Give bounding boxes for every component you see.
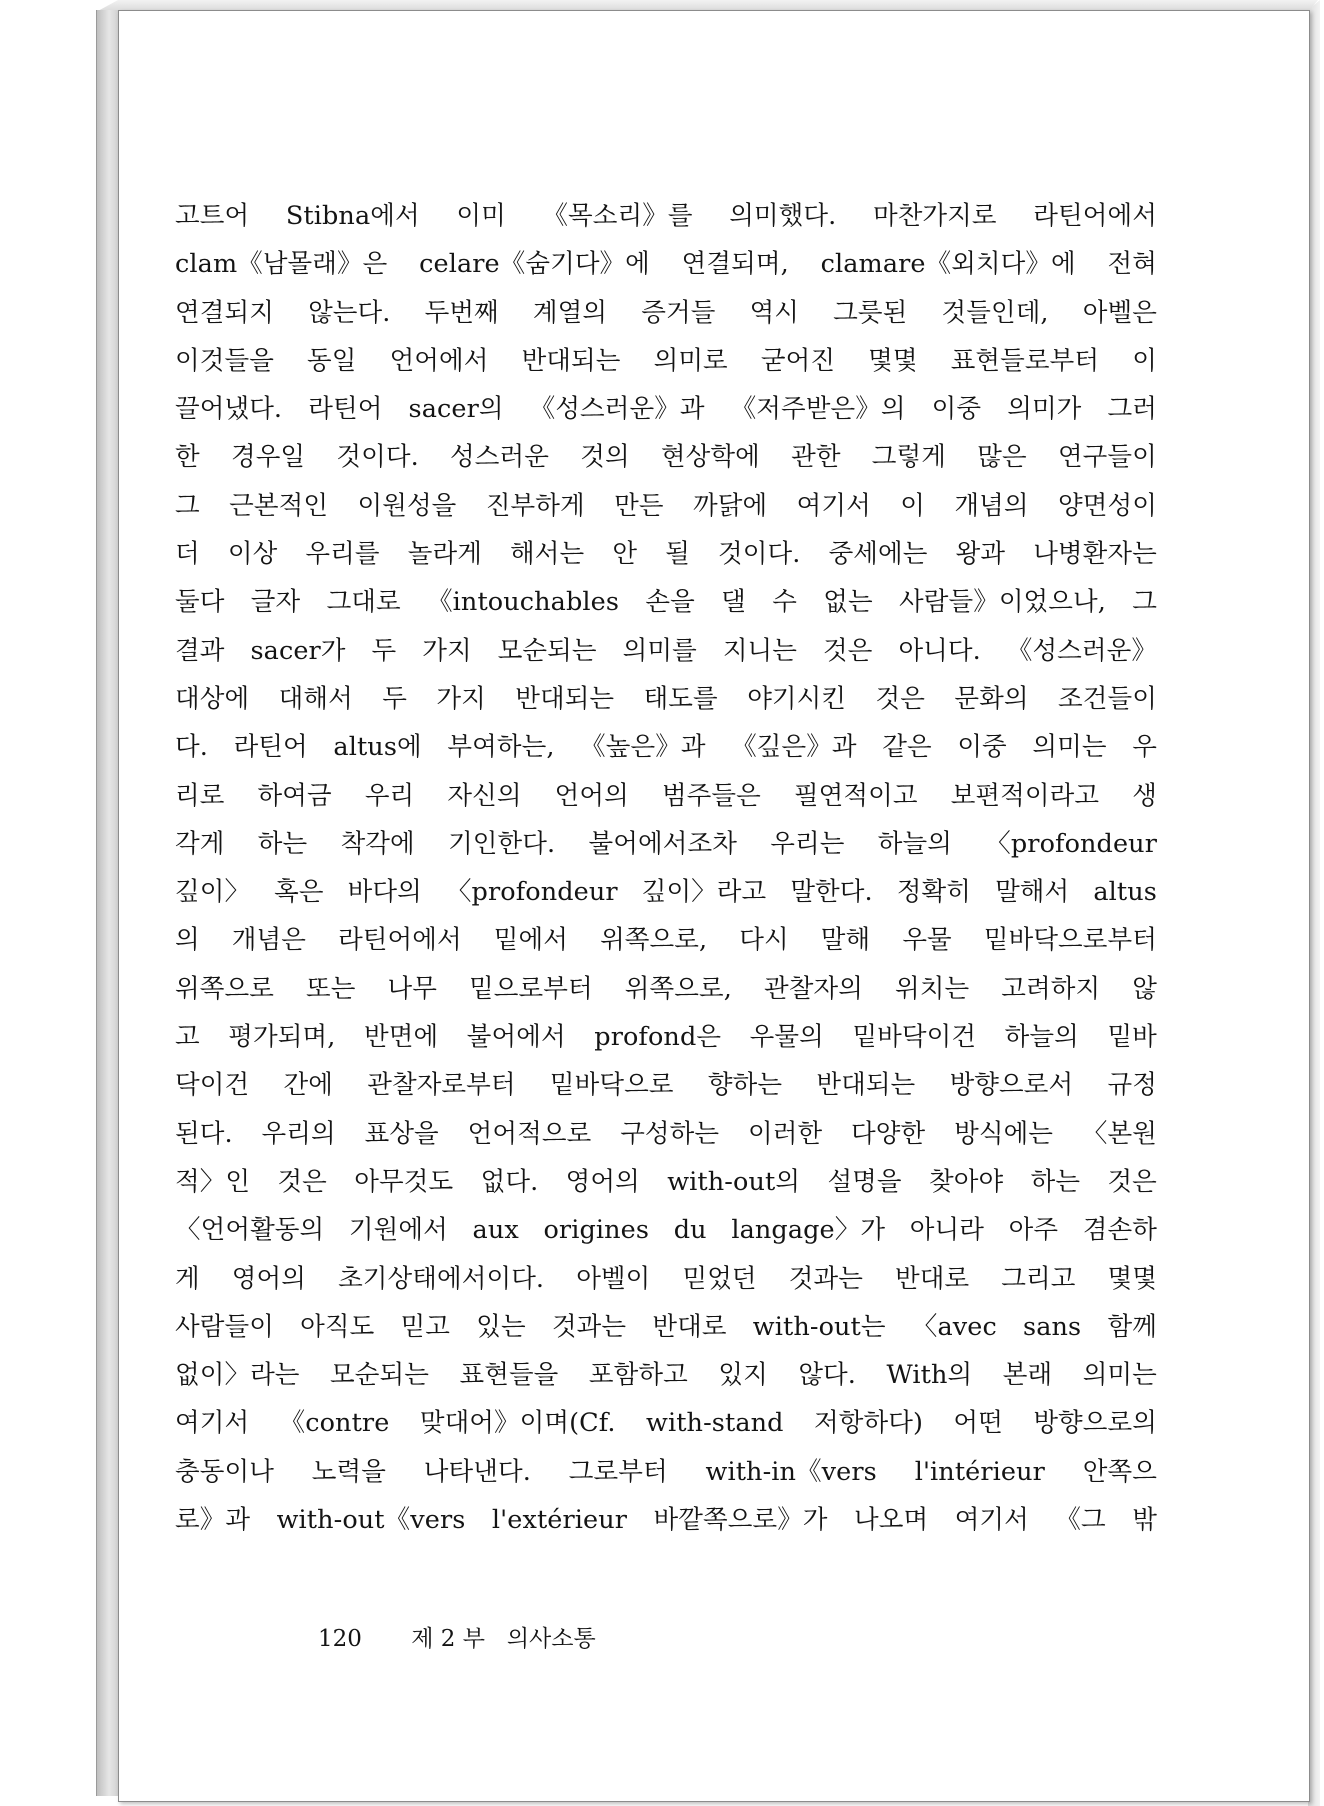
text-line [175,1206,1157,1254]
word: aux [472,1215,519,1246]
word: sacer의 [408,394,504,425]
word: 방식에는 [954,1118,1054,1149]
text-line [175,723,1157,771]
word: 본래 [1002,1360,1053,1391]
word: with-out《vers [276,1505,466,1536]
word: 손을 [645,587,695,618]
word: 관한 [791,442,841,473]
word: 《높은》과 [580,732,706,763]
word: 아벨은 [1082,297,1157,328]
word: 로》과 [175,1505,251,1536]
word: 끌어냈다. [175,394,283,425]
word: 반면에 [364,1022,439,1053]
word: 우물의 [749,1022,824,1053]
word: sans [1023,1311,1082,1342]
text-line [175,1255,1157,1303]
word: 의미는 [1082,1360,1157,1391]
word: 규정 [1107,1070,1157,1101]
word: 조건들이 [1058,683,1157,714]
word: 여기서 [796,490,871,521]
word: 구성하는 [620,1118,720,1149]
word: 의미로 [653,345,728,376]
word: 이미 [456,201,506,231]
word: 하여금 [257,780,332,811]
word: with-out의 [667,1166,801,1197]
word: 근본적인 [229,490,329,521]
word: 나타낸다. [423,1456,531,1487]
word: 어떤 [953,1408,1003,1439]
word: 진부하게 [485,490,585,521]
word: l'extérieur [491,1505,628,1536]
word: 아벨이 [576,1263,651,1294]
word: du [673,1215,707,1246]
word: 범주들은 [661,780,761,811]
text-line [175,820,1157,868]
word: 밖 [1132,1505,1157,1536]
word: 찾아야 [929,1166,1004,1197]
text-line [175,1110,1157,1158]
word: 정확히 [896,877,971,908]
word: 굳어진 [760,345,836,376]
word: 관찰자로부터 [367,1070,516,1101]
word: 아무것도 [354,1166,454,1197]
word: 언어의 [554,780,629,811]
word: 증거들 [641,297,716,328]
word: 사람들》이었으나, [899,587,1106,618]
word: 그로부터 [568,1456,668,1487]
word: 몇몇 [868,345,918,376]
text-line [175,916,1157,964]
word: 위쪽으로, [624,973,732,1004]
word: 반대로 [652,1311,727,1342]
word: 개념의 [954,490,1029,521]
word: 다시 [739,925,789,956]
word: 것과는 [551,1311,627,1342]
word: 밑에서 [493,925,568,956]
word: 의 [175,925,200,956]
text-line [175,1496,1157,1544]
word: 지니는 [722,635,798,666]
word: 가지 [422,635,472,666]
word: 게 [175,1263,200,1294]
word: 위쪽으로, [600,925,708,956]
word: Stibna에서 [285,201,420,231]
word: 여기서 [175,1408,250,1439]
word: 이것들을 [175,345,274,376]
word: 말해서 [995,877,1070,908]
word: 두 [371,635,397,666]
word: 고트어 [175,201,250,231]
word: 개념은 [231,925,306,956]
text-line [175,1399,1157,1447]
word: sacer가 [250,635,346,666]
word: 그러 [1107,394,1157,425]
word: 반대로 [895,1263,970,1294]
word: 하는 [1030,1166,1081,1197]
text-line [175,482,1157,530]
text-line [175,965,1157,1013]
word: 안쪽으 [1082,1456,1157,1487]
word: 믿고 [400,1311,451,1342]
word: 영어의 [565,1166,640,1197]
body-text [175,192,1157,1544]
word: 보편적이라고 [950,780,1100,811]
word: 태도를 [643,683,718,714]
word: 모순되는 [497,635,597,666]
word: 이원성을 [357,490,457,521]
word: 두 [382,683,407,714]
word: 《성스러운》 [1006,635,1157,666]
word: 각게 [175,828,225,859]
word: altus에 [333,732,422,763]
word: 설명을 [827,1166,902,1197]
word: with-out는 [752,1311,886,1342]
word: 사람들이 [175,1311,274,1342]
word: 것과는 [788,1263,863,1294]
word: 불어에서 [466,1022,566,1053]
word: 밑바 [1107,1022,1157,1053]
word: 간에 [283,1070,333,1101]
word: 아주 [1008,1215,1059,1246]
word: 대상에 [175,683,250,714]
word: 왕과 [955,539,1006,570]
word: 《성스러운》과 [529,394,705,425]
word: 만든 [614,490,664,521]
word: 대해서 [278,683,353,714]
word: 같은 [882,732,932,763]
word: 않다. [798,1360,856,1391]
word: 〈profondeur [445,877,618,908]
word: 《목소리》를 [542,201,693,231]
word: 〈avec [911,1311,997,1342]
word: profond은 [594,1022,722,1053]
word: 충동이나 [175,1456,274,1487]
word: 라틴어에서 [1033,201,1157,231]
word: 나무 [387,973,437,1004]
text-line [175,433,1157,481]
word: 닥이건 [175,1070,250,1101]
word: 된다. [175,1118,233,1149]
word: l'intérieur [914,1456,1045,1487]
word: 바다의 [347,877,422,908]
word: 연구들이 [1057,442,1157,473]
word: 이상 [227,539,278,570]
word: 믿었던 [682,1263,757,1294]
word: 될 [665,539,690,570]
word: 불어에서조차 [588,828,737,859]
word: 평가되며, [228,1022,336,1053]
word: 반대되는 [816,1070,916,1101]
word: 깊이〉라고 [641,877,767,908]
word: 하늘의 [1004,1022,1079,1053]
word: 더 [175,539,200,570]
word: 라틴어에서 [338,925,462,956]
word: 이 [900,490,925,521]
word: 몇몇 [1107,1263,1157,1294]
word: 표현들로부터 [950,345,1100,376]
word: 또는 [306,973,356,1004]
word: 노력을 [311,1456,386,1487]
word: 것은 [875,683,925,714]
word: 우리는 [770,828,845,859]
word: 혹은 [274,877,324,908]
word: 이중 [931,394,982,425]
word: clamare《외치다》에 [820,249,1076,280]
word: 우리를 [305,539,380,570]
word: 의미가 [1007,394,1082,425]
word: 반대되는 [521,345,621,376]
word: 댈 [721,587,746,618]
text-line [175,675,1157,723]
text-line [175,192,1157,240]
word: 야기시킨 [747,683,847,714]
word: 수 [772,587,797,618]
word: 아직도 [300,1311,375,1342]
word: clam《남몰래》은 [175,249,388,280]
word: 의미는 [1032,732,1107,763]
word: 전혀 [1107,249,1157,280]
word: 우물 [902,925,952,956]
word: 자신의 [447,780,522,811]
word: 방향으로의 [1033,1408,1157,1439]
word: 표상을 [364,1118,439,1149]
word: 경우일 [230,442,306,473]
word: 《저주받은》의 [730,394,906,425]
word: 모순되는 [330,1360,429,1391]
word: 밑바닥이건 [852,1022,977,1053]
word: 영어의 [231,1263,306,1294]
word: 하늘의 [877,828,952,859]
word: 겸손하 [1082,1215,1157,1246]
word: 않는다. [308,297,391,328]
text-line [175,1013,1157,1061]
word: langage〉가 [731,1215,886,1246]
word: 것의 [580,442,630,473]
text-line [175,1351,1157,1399]
word: 없다. [480,1166,539,1197]
word: 그대로 [326,587,401,618]
word: origines [543,1215,650,1246]
word: 《contre [279,1408,390,1439]
word: 위치는 [895,973,970,1004]
word: 것이다. [718,539,801,570]
word: 필연적이고 [793,780,918,811]
word: 언어적으로 [467,1118,592,1149]
word: 표현들을 [459,1360,559,1391]
word: 《깊은》과 [731,732,857,763]
word: 한 [175,442,200,473]
word: 향하는 [707,1070,783,1101]
word: with-in《vers [705,1456,877,1487]
word: 의미했다. [729,201,837,231]
word: 《intouchables [427,587,620,618]
word: 것이다. [336,442,419,473]
word: 동일 [307,345,357,376]
word: 바깥쪽으로》가 [653,1505,828,1536]
word: 것은 [823,635,873,666]
word: 착각에 [340,828,415,859]
text-line [175,385,1157,433]
text-line [175,289,1157,337]
text-line [175,240,1157,288]
word: 글자 [250,587,301,618]
word: 밑바닥으로부터 [983,925,1157,956]
word: 언어에서 [389,345,489,376]
word: 말한다. [790,877,873,908]
word: 연결되지 [175,297,274,328]
word: 마찬가지로 [872,201,997,231]
word: 있는 [476,1311,526,1342]
text-line [175,868,1157,916]
word: with-stand [646,1408,784,1439]
word: 고려하지 [1001,973,1101,1004]
book-spine [96,10,119,1796]
word: 여기서 [954,1505,1029,1536]
word: 까닭에 [693,490,768,521]
word: 다양한 [851,1118,926,1149]
word: 고 [175,1022,200,1053]
word: 이중 [957,732,1007,763]
word: 깊이〉 [175,877,251,908]
word: 것은 [277,1166,327,1197]
text-line [175,1158,1157,1206]
word: 〈언어활동의 [175,1215,325,1246]
word: 〈profondeur [985,828,1157,859]
word: 적〉인 [175,1166,251,1197]
word: 둘다 [175,587,225,618]
word: 이 [1132,345,1157,376]
word: 결과 [175,635,225,666]
word: 의미를 [622,635,697,666]
word: 연결되며, [681,249,789,280]
word: 맞대어》이며(Cf. [419,1408,616,1439]
word: 해서는 [510,539,585,570]
text-line [175,530,1157,578]
word: 라틴어 [233,732,308,763]
word: 하는 [257,828,308,859]
word: 그리고 [1001,1263,1076,1294]
text-line [175,578,1157,626]
word: altus [1093,877,1157,908]
word: 아니라 [909,1215,984,1246]
word: 기인한다. [448,828,556,859]
word: 나오며 [854,1505,929,1536]
word: 중세에는 [828,539,928,570]
word: 없이〉라는 [175,1360,300,1391]
word: 성스러운 [450,442,549,473]
word: 계열의 [532,297,608,328]
word: 우 [1132,732,1157,763]
word: 것은 [1107,1166,1157,1197]
word: 방향으로서 [949,1070,1074,1101]
page-footer [318,1620,596,1653]
word: 리로 [175,780,225,811]
word: 그 [175,490,200,521]
word: 현상학에 [660,442,760,473]
word: 그렇게 [871,442,946,473]
word: 그 [1132,587,1157,618]
text-line [175,1448,1157,1496]
word: celare《숨기다》에 [419,249,650,280]
word: 없는 [823,587,873,618]
word: 밑으로부터 [469,973,593,1004]
word: With의 [886,1360,973,1391]
text-line [175,1061,1157,1109]
word: 함께 [1107,1311,1157,1342]
word: 그릇된 [833,297,908,328]
word: 아니다. [898,635,981,666]
word: 이러한 [747,1118,823,1149]
word: 기원에서 [348,1215,448,1246]
word: 위쪽으로 [175,973,274,1004]
word: 포함하고 [588,1360,688,1391]
word: 문화의 [954,683,1029,714]
word: 라틴어 [308,394,383,425]
word: 《그 [1055,1505,1106,1536]
word: 말해 [820,925,871,956]
word: 않 [1132,973,1157,1004]
word: 나병환자는 [1033,539,1157,570]
word: 놀라게 [407,539,482,570]
text-line [175,1303,1157,1351]
word: 저항하다) [814,1408,923,1439]
text-line [175,772,1157,820]
word: 양면성이 [1058,490,1157,521]
word: 부여하는, [447,732,555,763]
word: 다. [175,732,208,763]
word: 가지 [436,683,486,714]
word: 밑바닥으로 [549,1070,674,1101]
section-title: 제 2 부 의사소통 [411,1626,596,1652]
word: 안 [612,539,638,570]
word: 반대되는 [515,683,615,714]
word: 두번째 [424,297,499,328]
word: 관찰자의 [764,973,863,1004]
page-number: 120 [318,1626,362,1652]
word: 많은 [977,442,1027,473]
word: 것들인데, [941,297,1049,328]
word: 있지 [718,1360,768,1391]
word: 〈본원 [1081,1118,1157,1149]
word: 우리의 [261,1118,336,1149]
word: 초기상태에서이다. [338,1263,545,1294]
word: 생 [1132,780,1157,811]
word: 우리 [364,780,415,811]
word: 역시 [749,297,800,328]
text-line [175,627,1157,675]
text-line [175,337,1157,385]
